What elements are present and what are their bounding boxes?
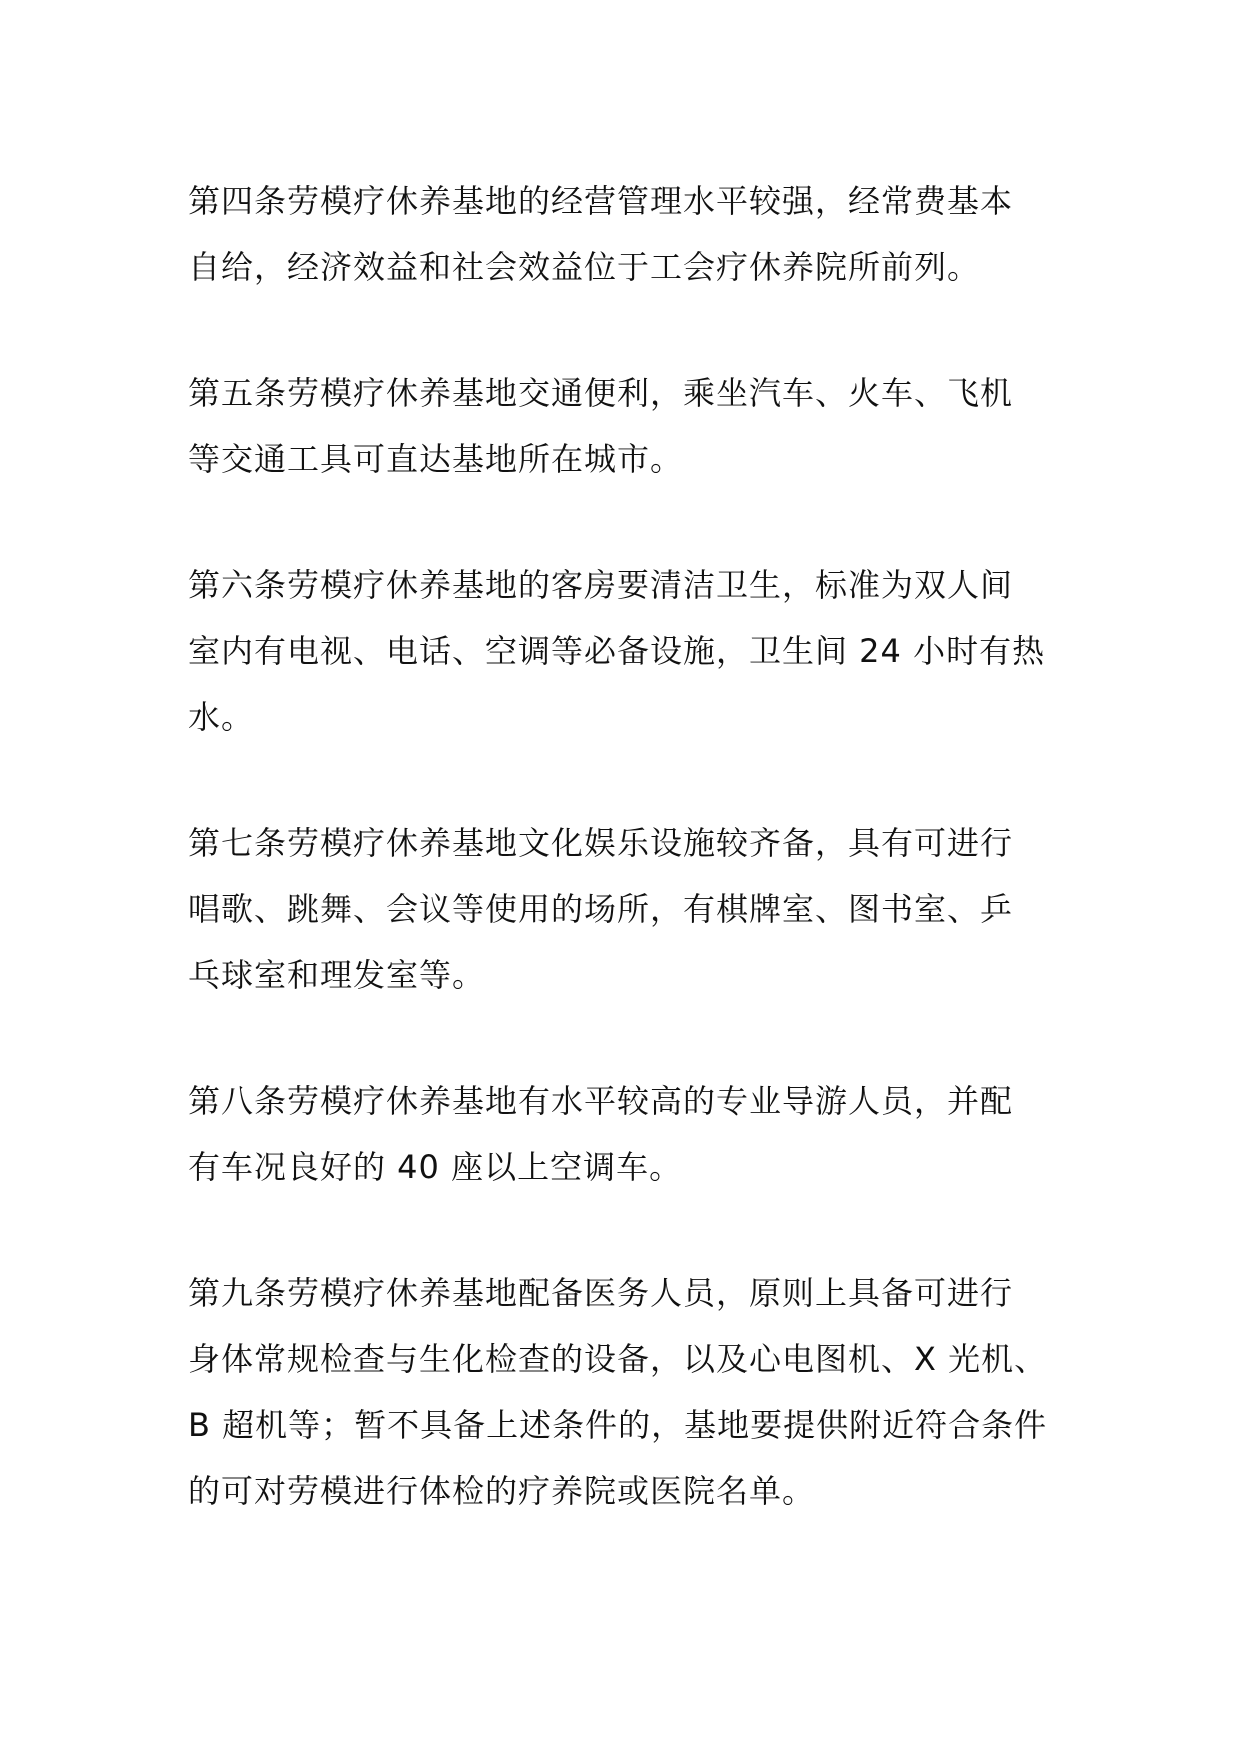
paragraph-line: 有车况良好的 40 座以上空调车。	[188, 1148, 683, 1186]
paragraph-line: 第九条劳模疗休养基地配备医务人员，原则上具备可进行	[188, 1274, 1014, 1312]
article-7-paragraph	[188, 810, 1068, 1008]
article-5-paragraph	[188, 360, 1068, 492]
paragraph-line: 第四条劳模疗休养基地的经营管理水平较强，经常费基本	[188, 182, 1014, 220]
paragraph-line: 的可对劳模进行体检的疗养院或医院名单。	[188, 1472, 816, 1510]
paragraph-line: 水。	[188, 698, 255, 736]
paragraph-line: 等交通工具可直达基地所在城市。	[188, 440, 684, 478]
paragraph-line: 第七条劳模疗休养基地文化娱乐设施较齐备，具有可进行	[188, 824, 1014, 862]
paragraph-line: 乓球室和理发室等。	[188, 956, 486, 994]
paragraph-line: 第八条劳模疗休养基地有水平较高的专业导游人员，并配	[188, 1082, 1014, 1120]
paragraph-line: B 超机等；暂不具备上述条件的，基地要提供附近符合条件	[188, 1406, 1048, 1444]
article-4-paragraph	[188, 168, 1068, 300]
article-8-paragraph	[188, 1068, 1068, 1200]
article-9-paragraph	[188, 1260, 1068, 1524]
paragraph-line: 第六条劳模疗休养基地的客房要清洁卫生，标准为双人间	[188, 566, 1014, 604]
paragraph-line: 身体常规检查与生化检查的设备，以及心电图机、X 光机、	[188, 1340, 1048, 1378]
document-body	[188, 168, 1068, 1584]
paragraph-line: 自给，经济效益和社会效益位于工会疗休养院所前列。	[188, 248, 981, 286]
article-6-paragraph	[188, 552, 1068, 750]
paragraph-line: 唱歌、跳舞、会议等使用的场所，有棋牌室、图书室、乒	[188, 890, 1014, 928]
paragraph-line: 第五条劳模疗休养基地交通便利，乘坐汽车、火车、飞机	[188, 374, 1014, 412]
paragraph-line: 室内有电视、电话、空调等必备设施，卫生间 24 小时有热	[188, 632, 1046, 670]
